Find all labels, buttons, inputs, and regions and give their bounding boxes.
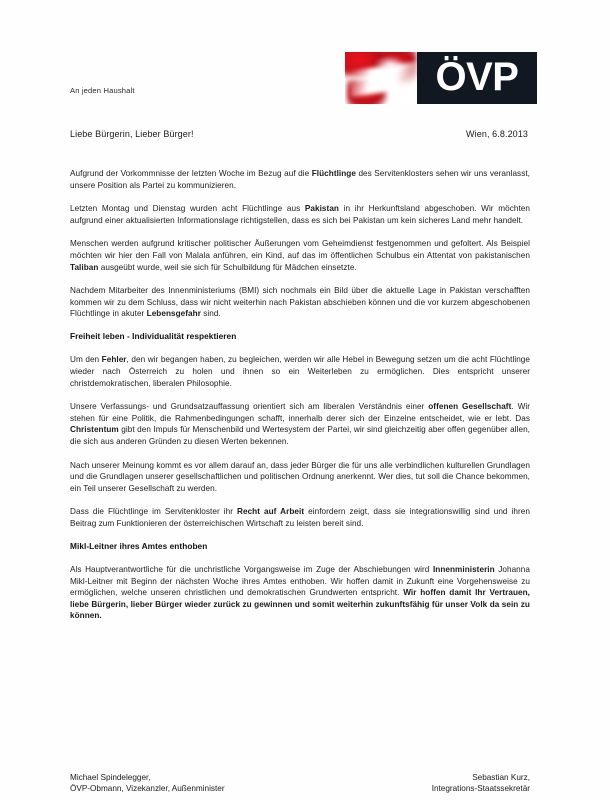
signature-right bbox=[432, 772, 530, 795]
section-heading-mikl-leitner: Mikl-Leitner ihres Amtes enthoben bbox=[70, 540, 208, 551]
paragraph: Letzten Montag und Dienstag wurden acht Flüchtlinge aus Pakistan in ihr Herkunftsland abgeschoben. Wir möchten aufgrund einer aktualisierten Informationslage richtigstellen, dass es sich bei Pakistan um kein sicheres Land mehr handelt. bbox=[70, 204, 530, 225]
logo-wordmark-box bbox=[417, 52, 537, 104]
paragraph: Menschen werden aufgrund kritischer politischer Äußerungen vom Geheimdienst festgenommen und gefoltert. Als Beispiel möchten wir hier den Fall von Malala anführen, ein Kind, auf das im öffentlichen Schulbus ein Attentat von pakistanischen Taliban ausgeübt wurde, weil sie sich für Schulbildung für Mädchen einsetzte. bbox=[70, 239, 530, 272]
paragraph: Nach unserer Meinung kommt es vor allem darauf an, dass jeder Bürger die für uns alle verbindlichen kulturellen Grundlagen und die Grundlagen unserer gesellschaftlichen und politischen Ordnung anerkennt. Wer dies, tut soll die Chance bekommen, ein Teil unserer Gesellschaft zu werden. bbox=[70, 460, 530, 493]
logo-wordmark-text: ÖVP bbox=[435, 55, 519, 99]
letter-body bbox=[70, 168, 530, 634]
signature-right-title: Integrations-Staatssekretär bbox=[431, 784, 530, 794]
paragraph: Unsere Verfassungs- und Grundsatzauffassung orientiert sich am liberalen Verständnis einer offenen Gesellschaft. Wir stehen für eine Politik, die Rahmenbedingungen schafft, innerhalb derer sich der Einzelne entscheidet, wie er lebt. Das Christentum gibt den Impuls für Menschenbild und Wertesystem der Partei, wir sind gleichzeitig aber offen gegenüber allen, die sich aus anderen Gründen zu diesen Werten bekennen. bbox=[70, 402, 531, 446]
signature-left-name: Michael Spindelegger, bbox=[70, 773, 151, 782]
ovp-logo bbox=[345, 52, 537, 104]
paragraph: Aufgrund der Vorkommnisse der letzten Woche im Bezug auf die Flüchtlinge des Servitenklosters sehen wir uns veranlasst, unsere Position als Partei zu kommunizieren. bbox=[70, 169, 530, 190]
logo-flag-graphic bbox=[345, 52, 417, 104]
salutation-row bbox=[70, 129, 528, 139]
logo-white-highlight bbox=[375, 56, 405, 74]
signature-left-title: ÖVP-Obmann, Vizekanzler, Außenminister bbox=[70, 784, 225, 794]
paragraph: Um den Fehler, den wir begangen haben, zu begleichen, werden wir alle Hebel in Bewegung setzen um die acht Flüchtlinge wieder nach Österreich zu holen und ihnen so ein Weiterleben zu ermöglichen. Dies entspricht unserer christdemokratischen, liberalen Philosophie. bbox=[70, 355, 530, 388]
paragraph: Nachdem Mitarbeiter des Innenministeriums (BMI) sich nochmals ein Bild über die aktuelle Lage in Pakistan verschafften kommen wir zu dem Schluss, dass wir nicht weiterhin nach Pakistan abschieben können und die vor kurzem abgeschobenen Flüchtlinge in akuter Lebensgefahr sind. bbox=[70, 286, 530, 319]
signature-block bbox=[70, 772, 530, 795]
greeting-text: Liebe Bürgerin, Lieber Bürger! bbox=[70, 129, 194, 139]
paragraph: Als Hauptverantwortliche für die unchristliche Vorgangsweise im Zuge der Abschiebungen wird Innenministerin Johanna Mikl-Leitner mit Beginn der nächsten Woche ihres Amtes enthoben. Wir hoffen damit in Zukunft eine Vorgehensweise zu ermöglichen, welche unseren christlichen und demokratischen Grundwerten entspricht. Wir hoffen damit Ihr Vertrauen, liebe Bürgerin, lieber Bürger wieder zurück zu gewinnen und somit weiterhin zukunftsfähig für unser Volk da sein zu können. bbox=[70, 565, 530, 621]
recipient-line: An jeden Haushalt bbox=[70, 86, 135, 95]
paragraph: Dass die Flüchtlinge im Servitenkloster ihr Recht auf Arbeit einfordern zeigt, dass sie integrationswillig sind und ihren Beitrag zum Funktionieren der österreichischen Wirtschaft zu leisten bereit sind. bbox=[70, 507, 530, 528]
signature-left bbox=[70, 772, 225, 795]
section-heading-freiheit: Freiheit leben - Individualität respektieren bbox=[70, 330, 237, 341]
signature-right-name: Sebastian Kurz, bbox=[472, 773, 530, 782]
place-date-text: Wien, 6.8.2013 bbox=[466, 129, 528, 139]
